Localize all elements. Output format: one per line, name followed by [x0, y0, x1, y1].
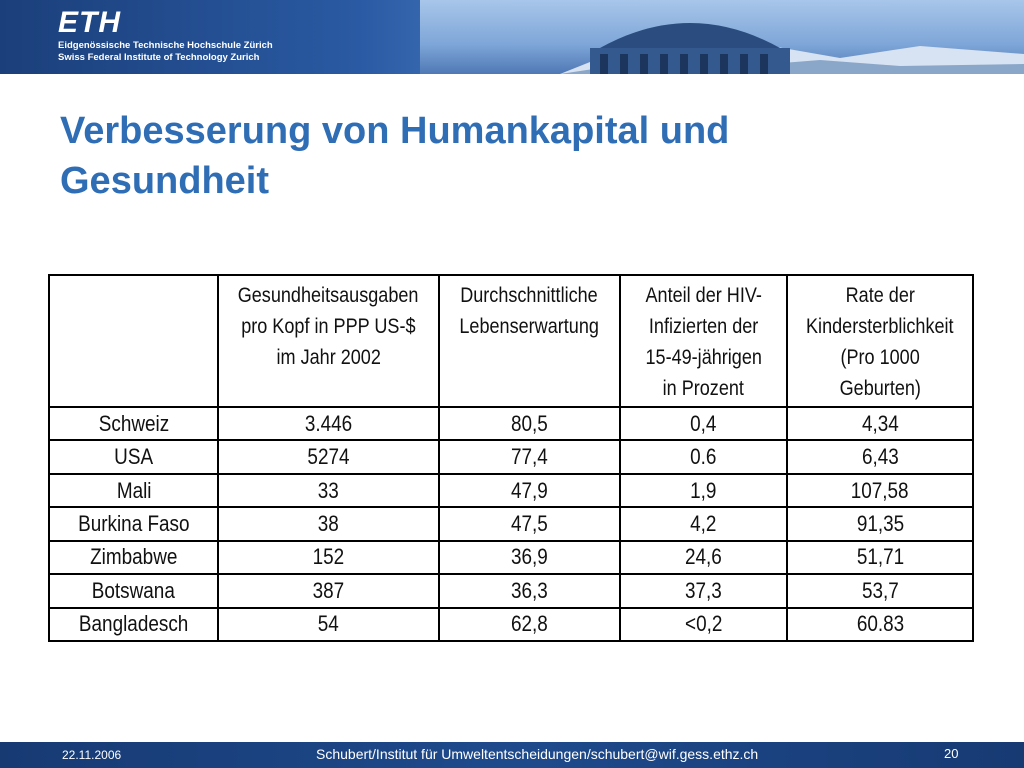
cell-value: 37,3 [620, 574, 787, 607]
cell-value: 5274 [218, 440, 438, 473]
cell-value: 4,2 [620, 507, 787, 540]
header-cell-life-expectancy [439, 275, 621, 407]
cell-country: Schweiz [49, 407, 218, 440]
header-cell-line: in Prozent [663, 377, 745, 400]
table-row [49, 507, 973, 540]
header-cell-line: Kindersterblichkeit [806, 315, 954, 338]
header-banner [0, 0, 1024, 74]
cell-value: 51,71 [787, 541, 973, 574]
cell-value: 387 [218, 574, 438, 607]
header-cell-line: im Jahr 2002 [276, 346, 381, 369]
slide-title-line-1: Verbesserung von Humankapital und [60, 110, 730, 152]
cell-value: <0,2 [620, 608, 787, 641]
header-cell-country [49, 275, 218, 407]
table-row [49, 541, 973, 574]
cell-value: 0.6 [620, 440, 787, 473]
table-row [49, 608, 973, 641]
cell-value: 53,7 [787, 574, 973, 607]
slide-title [60, 106, 960, 206]
cell-value: 33 [218, 474, 438, 507]
cell-country: Botswana [49, 574, 218, 607]
header-cell-child-mortality [787, 275, 973, 407]
cell-value: 38 [218, 507, 438, 540]
table-row [49, 407, 973, 440]
cell-value: 80,5 [439, 407, 621, 440]
page-number: 20 [944, 746, 959, 761]
cell-value: 3.446 [218, 407, 438, 440]
cell-value: 107,58 [787, 474, 973, 507]
header-cell-line: Infizierten der [648, 315, 759, 338]
cell-value: 77,4 [439, 440, 621, 473]
health-data-table [48, 274, 974, 642]
header-cell-line: Durchschnittliche [460, 284, 599, 307]
institution-name-de: Eidgenössische Technische Hochschule Zürich [58, 40, 273, 51]
header-cell-line: Lebenserwartung [459, 315, 600, 338]
cell-value: 62,8 [439, 608, 621, 641]
cell-value: 91,35 [787, 507, 973, 540]
table-row [49, 440, 973, 473]
cell-value: 54 [218, 608, 438, 641]
cell-value: 6,43 [787, 440, 973, 473]
header-cell-line: Anteil der HIV- [645, 284, 762, 307]
cell-country: Burkina Faso [49, 507, 218, 540]
cell-country: Bangladesch [49, 608, 218, 641]
header-cell-hiv-share [620, 275, 787, 407]
cell-country: Mali [49, 474, 218, 507]
header-cell-line: Gesundheitsausgaben [238, 284, 419, 307]
table-header-row [49, 275, 973, 407]
header-cell-line: (Pro 1000 [840, 346, 920, 369]
header-cell-line: 15-49-jährigen [645, 346, 762, 369]
cell-country: Zimbabwe [49, 541, 218, 574]
cell-value: 1,9 [620, 474, 787, 507]
slide-title-line-2: Gesundheit [60, 160, 270, 202]
cell-value: 24,6 [620, 541, 787, 574]
header-cell-line: Geburten) [839, 377, 921, 400]
cell-value: 0,4 [620, 407, 787, 440]
cell-country: USA [49, 440, 218, 473]
cell-value: 47,5 [439, 507, 621, 540]
footer-date: 22.11.2006 [62, 748, 122, 762]
table-row [49, 574, 973, 607]
cell-value: 47,9 [439, 474, 621, 507]
header-cell-line: Rate der [845, 284, 915, 307]
eth-logo: ETH [58, 6, 121, 39]
table-row [49, 474, 973, 507]
cell-value: 36,9 [439, 541, 621, 574]
cell-value: 60.83 [787, 608, 973, 641]
footer-bar [0, 742, 1024, 768]
cell-value: 152 [218, 541, 438, 574]
institution-name-en: Swiss Federal Institute of Technology Zurich [58, 52, 260, 63]
building-dome-graphic [580, 8, 800, 74]
header-cell-line: pro Kopf in PPP US-$ [241, 315, 416, 338]
cell-value: 4,34 [787, 407, 973, 440]
cell-value: 36,3 [439, 574, 621, 607]
footer-credit: Schubert/Institut für Umweltentscheidungen/schubert@wif.gess.ethz.ch [316, 746, 759, 762]
header-cell-health-spending [218, 275, 438, 407]
